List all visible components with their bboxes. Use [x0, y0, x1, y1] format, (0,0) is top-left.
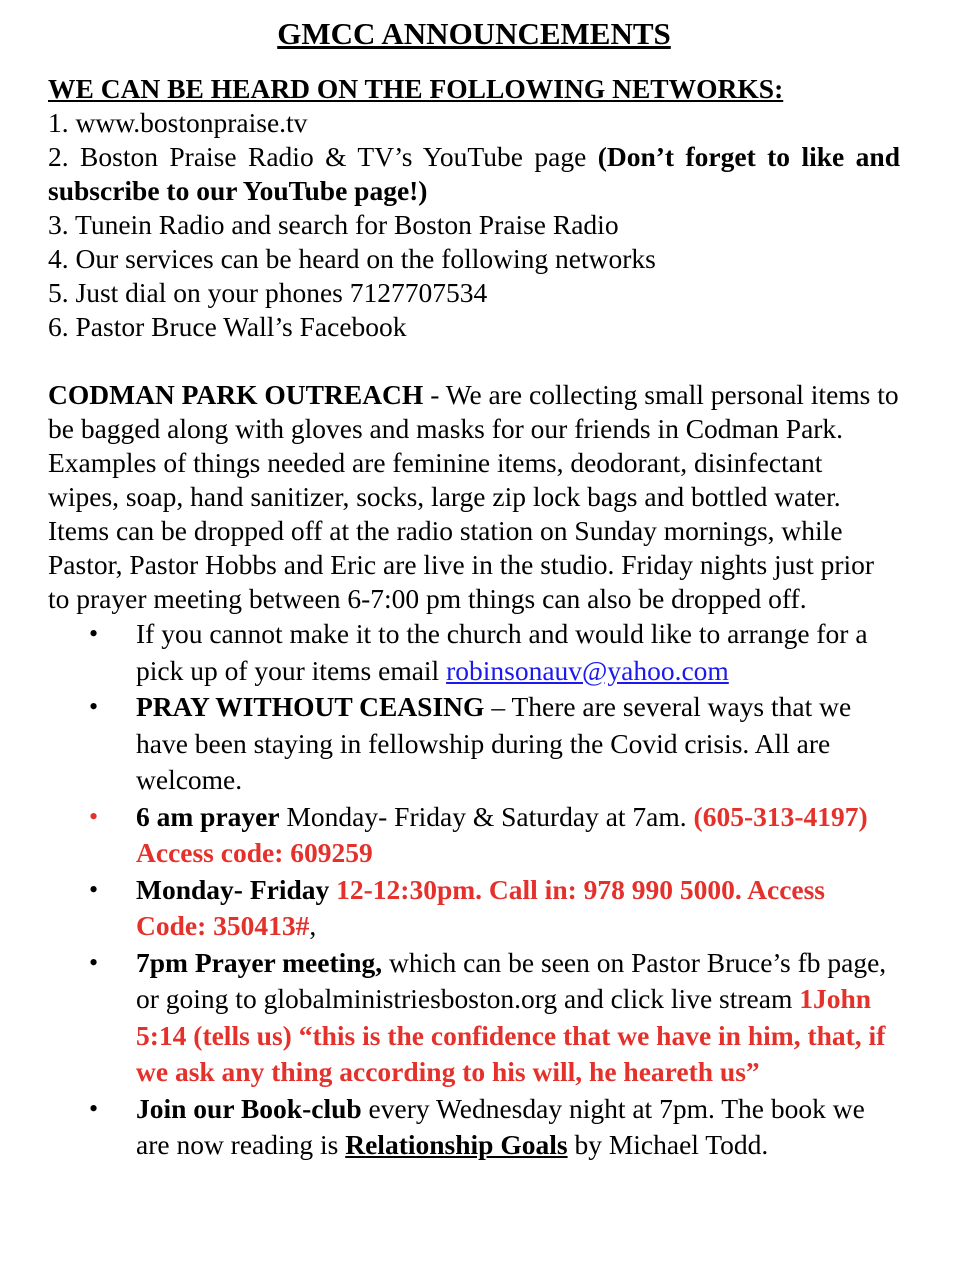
codman-paragraph [48, 378, 900, 616]
seven-text: which can be seen on Pastor Bruce’s fb page, or going to globalministriesboston.org and click live stream [136, 946, 887, 1014]
noon-call-in: 12-12:30pm. Call in: 978 990 5000. Access Code: 350413# [136, 873, 826, 941]
bullet-icon: • [89, 801, 99, 831]
list-item-noon-prayer [48, 872, 900, 945]
bullet-icon: • [89, 692, 99, 721]
bullet-icon: • [89, 874, 99, 904]
list-item-pray [48, 689, 900, 799]
book-club-title: Join our Book-club [136, 1092, 362, 1124]
pickup-text: If you cannot make it to the church and would like to arrange for a pick up of your items email [136, 618, 868, 686]
network-item-3: 3. Tunein Radio and search for Boston Praise Radio [48, 209, 619, 240]
six-am-text: Monday- Friday & Saturday at 7am. [279, 800, 694, 832]
scripture-quote: 1John 5:14 (tells us) “this is the confidence that we have in him, that, if we ask any thing according to his will, he heareth us” [136, 983, 886, 1087]
six-am-title: 6 am prayer [136, 800, 280, 832]
announcement-page [48, 12, 900, 1164]
network-item-6: 6. Pastor Bruce Wall’s Facebook [48, 311, 407, 342]
network-item-2-note: (Don’t forget to like and subscribe to our YouTube page!) [48, 141, 900, 206]
book-title: Relationship Goals [345, 1129, 568, 1160]
book-club-text: every Wednesday night at 7pm. The book we are now reading is [136, 1092, 865, 1160]
list-item-6am-prayer [48, 799, 900, 872]
bullet-icon: • [89, 619, 99, 648]
network-item-2 [48, 140, 900, 208]
noon-title: Monday- Friday [136, 873, 337, 905]
pray-heading: PRAY WITHOUT CEASING [136, 691, 485, 722]
codman-heading: CODMAN PARK OUTREACH [48, 379, 424, 410]
email-link[interactable]: robinsonauv@yahoo.com [446, 654, 729, 686]
page-title: GMCC ANNOUNCEMENTS [277, 16, 671, 51]
network-item-1: 1. www.bostonpraise.tv [48, 107, 308, 138]
pray-text: – There are several ways that we have been staying in fellowship during the Covid crisis. All are welcome. [136, 691, 852, 795]
noon-tail: , [309, 910, 317, 941]
bullet-icon: • [89, 947, 99, 977]
networks-heading: WE CAN BE HEARD ON THE FOLLOWING NETWORKS: [48, 73, 784, 104]
network-item-2-text: 2. Boston Praise Radio & TV’s YouTube page [48, 141, 598, 172]
six-am-phone: (605-313-4197) Access code: 609259 [136, 800, 868, 868]
network-item-5: 5. Just dial on your phones 7127707534 [48, 277, 488, 308]
list-item-7pm-prayer [48, 945, 900, 1091]
list-item-book-club [48, 1091, 900, 1164]
seven-title: 7pm Prayer meeting, [136, 946, 383, 978]
codman-body: - We are collecting small personal items to be bagged along with gloves and masks for our friends in Codman Park. Examples of things needed are feminine items, deodorant, disinfectant wipes, soap, hand sanitizer, socks, large zip lock bags and bottled water. Items can be dropped off at the radio station on Sunday mornings, while Pastor, Pastor Hobbs and Eric are live in the studio. Friday nights just prior to prayer meeting between 6-7:00 pm things can also be dropped off. [48, 379, 899, 614]
spacer [48, 344, 900, 378]
bullet-list [48, 616, 900, 1164]
book-author: by Michael Todd. [567, 1129, 769, 1160]
network-item-4: 4. Our services can be heard on the following networks [48, 243, 656, 274]
bullet-icon: • [89, 1093, 99, 1123]
list-item-pickup [48, 616, 900, 689]
